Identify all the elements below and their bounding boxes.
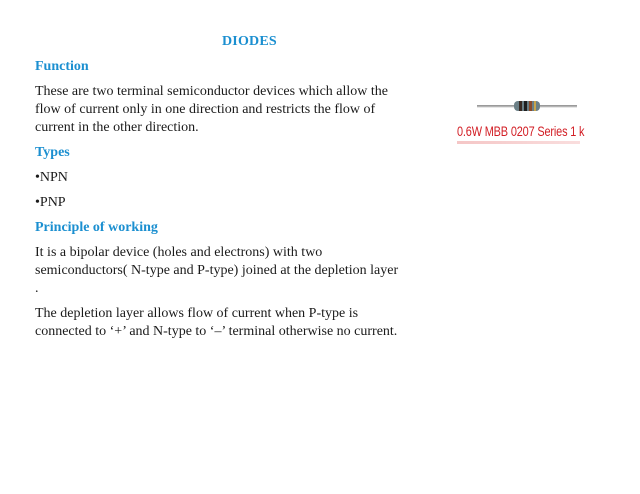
caption-reflection [457, 141, 580, 144]
function-text: These are two terminal semiconductor devices which allow the flow of current only in one direction and restricts the flow of current in the other direction. [35, 84, 388, 135]
principle-paragraph-2: The depletion layer allows flow of current when P-type is connected to ‘+’ and N-type to ‘–’ terminal otherwise no current. [35, 306, 398, 339]
product-image [455, 98, 583, 152]
slide-content [35, 58, 405, 348]
axial-resistor-icon [477, 98, 577, 114]
function-heading: Function [35, 59, 89, 74]
type-item-npn: •NPN [35, 170, 68, 185]
slide-title: DIODES [222, 34, 277, 49]
product-caption: 0.6W MBB 0207 Series 1 k [457, 123, 585, 139]
principle-paragraph-1: It is a bipolar device (holes and electrons) with two semiconductors( N-type and P-type) joined at the depletion layer . [35, 245, 399, 296]
principle-heading: Principle of working [35, 220, 158, 235]
types-heading: Types [35, 145, 70, 160]
type-item-pnp: •PNP [35, 195, 66, 210]
